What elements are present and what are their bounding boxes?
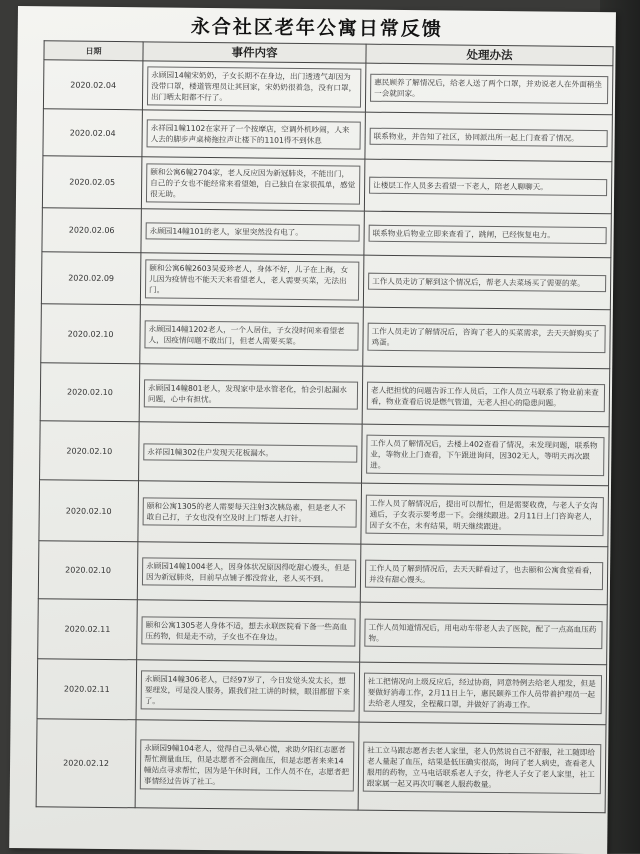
row-date: 2020.02.04 bbox=[43, 109, 142, 157]
row-action-text: 工作人员走访了解情况后，咨询了老人的买菜需求，去天天鲜购买了鸡蛋。 bbox=[367, 323, 605, 353]
row-event-cell bbox=[135, 720, 359, 810]
row-action-cell bbox=[365, 112, 612, 162]
row-action-cell bbox=[362, 424, 610, 486]
table-row bbox=[41, 304, 611, 369]
row-action-cell bbox=[363, 307, 611, 369]
row-event-text: 颐和公寓6幢2603吴爱珍老人，身体不好，儿子在上海，女儿因为疫情也不能天天来看望老人，老人需要买菜，无法出门。 bbox=[145, 259, 359, 300]
row-action-cell bbox=[360, 544, 608, 605]
row-date: 2020.02.05 bbox=[42, 156, 142, 209]
table-row bbox=[37, 659, 607, 725]
row-date: 2020.02.10 bbox=[40, 363, 140, 422]
row-action-cell bbox=[364, 211, 611, 258]
table-row bbox=[38, 541, 608, 605]
row-event-text: 永祥园1幢1102在家开了一个按摩店，空调外机吵闹，人来人去的脚步声桌椅拖拉声让楼下的1101得不到休息 bbox=[147, 119, 361, 149]
row-action-cell bbox=[365, 63, 612, 115]
row-event-cell bbox=[142, 110, 365, 159]
row-event-text: 永顾园14幢1202老人，一个人居住，子女没时间来看望老人，因疫情问题不敢出门，但老人需要买菜。 bbox=[144, 320, 358, 350]
table-row bbox=[38, 599, 608, 665]
row-date: 2020.02.12 bbox=[36, 719, 136, 808]
table-row bbox=[43, 60, 612, 115]
feedback-table bbox=[36, 40, 614, 813]
header-action: 处理办法 bbox=[366, 44, 613, 66]
row-event-text: 永顾园14幢宋奶奶，子女长期不在身边，出门透透气却因为没带口罩，楼道管理员让其回家，宋奶奶很着急，没有口罩，出门晒太阳都不行了。 bbox=[147, 66, 361, 107]
row-action-cell bbox=[358, 722, 606, 813]
row-event-cell bbox=[137, 600, 361, 662]
row-action-cell bbox=[360, 602, 608, 665]
table-row bbox=[40, 363, 610, 427]
row-event-cell bbox=[141, 209, 364, 255]
document-sheet bbox=[9, 6, 616, 854]
row-action-text: 工作人员了解情况后，提出可以帮忙，但是需要收费，与老人子女沟通后，子女表示要考虑一下。会继续跟进。2月11日上门咨询老人，因子女不在，未有结果，明天继续跟进。 bbox=[365, 494, 603, 535]
row-action-text: 让楼层工作人员多去看望一下老人，陪老人聊聊天。 bbox=[369, 177, 607, 196]
header-date: 日期 bbox=[44, 41, 143, 61]
table-row bbox=[43, 109, 612, 162]
row-action-text: 联系物业后物业立即来查看了，跳闸，已经恢复电力。 bbox=[369, 225, 607, 244]
table-row bbox=[42, 156, 612, 214]
row-action-text: 工作人员知道情况后，用电动车带老人去了医院，配了一点高血压药物。 bbox=[364, 618, 602, 648]
row-action-text: 社工把情况向上级反应后，经过协商，同意特例去给老人理发，但是要做好消毒工作，2月11日上午，惠民颐养工作人员带着护理员一起去给老人理发，全程戴口罩，并做好了消毒工作。 bbox=[364, 673, 602, 714]
row-event-text: 永顾园9幢104老人，觉得自己头晕心慌，求助夕阳红志愿者帮忙测量血压，但是志愿者不会测血压，但是志愿者来来14幢站点寻求帮忙，因为是午休时间，工作人员不在，志愿者把事情经过告诉了社工。 bbox=[140, 739, 355, 791]
table-row bbox=[41, 252, 611, 310]
row-action-text: 联系物业，并告知了社区，协同派出所一起上门查看了情况。 bbox=[370, 127, 608, 146]
row-event-text: 永祥园1幢302住户发现天花板漏水。 bbox=[143, 443, 357, 462]
row-date: 2020.02.11 bbox=[37, 659, 137, 720]
row-event-text: 永顾园14幢1004老人，因身体状况原因得吃甜心馒头，但是因为新冠肺炎，目前早点铺子都没营业，老人买不到。 bbox=[142, 557, 356, 587]
row-event-cell bbox=[139, 364, 363, 424]
row-action-cell bbox=[361, 483, 609, 547]
row-action-text: 社工立马跟志愿者去老人家里，老人仍然说自己不舒服，社工随即给老人量起了血压，结果是低压确实很高，询问了老人病史，查看老人服用的药物，立马电话联系老人子女，待老人子女了老人家里，社工跟家属一起又再次叮嘱老人服药数量。 bbox=[363, 741, 602, 793]
table-row bbox=[40, 421, 610, 486]
row-event-cell bbox=[136, 660, 360, 722]
row-date: 2020.02.10 bbox=[41, 304, 141, 364]
row-action-text: 惠民顾养了解情况后，给老人送了两个口罩，并劝说老人在外面稍坐一会就回家。 bbox=[370, 74, 608, 104]
row-action-cell bbox=[359, 662, 607, 725]
row-date: 2020.02.10 bbox=[38, 541, 138, 600]
row-action-text: 老人把担忧的问题告诉工作人员后，工作人员立马联系了物业前来查看，物业查看后说是燃气管道，无老人担心的隐患问题。 bbox=[367, 381, 605, 411]
row-date: 2020.02.10 bbox=[39, 480, 139, 542]
row-date: 2020.02.11 bbox=[38, 599, 138, 660]
row-date: 2020.02.09 bbox=[41, 252, 141, 305]
row-event-cell bbox=[141, 157, 365, 211]
row-action-text: 工作人员了解情况后，去楼上402查看了情况，未发现问题，联系物业，等物业上门查看，下午跟进询问，因302无人，等明天再次跟进。 bbox=[366, 434, 604, 475]
row-date: 2020.02.04 bbox=[43, 60, 143, 110]
row-event-cell bbox=[139, 422, 363, 483]
page-title: 永合社区老年公寓日常反馈 bbox=[190, 15, 443, 41]
table-row bbox=[39, 480, 609, 547]
row-event-text: 颐和公寓6幢2704家，老人反应因为新冠肺炎，不能出门，自己的子女也不能经常来看望她，自己独自在家很孤单，感觉很无助。 bbox=[146, 163, 360, 204]
row-event-cell bbox=[140, 305, 364, 366]
row-action-text: 工作人员走访了解到这个情况后，帮老人去菜场买了需要的菜。 bbox=[368, 273, 606, 292]
row-event-text: 永顾园14幢801老人，发现家中是水管老化，怕会引起漏水问题，心中有担忧。 bbox=[144, 379, 358, 409]
row-event-text: 永顾园14幢306老人，已经97岁了，今日发觉头发太长，想要理发，可是没人服务，跟我们社工讲的时候，眼泪都留下来了。 bbox=[141, 670, 355, 711]
header-event: 事件内容 bbox=[143, 42, 366, 63]
row-event-text: 永顾园14幢101的老人，家里突然没有电了。 bbox=[146, 222, 360, 241]
row-event-cell bbox=[140, 253, 364, 307]
table-row bbox=[36, 719, 606, 813]
row-action-text: 工作人员了解到情况后，去天天鲜看过了，也去颐和公寓食堂看看，并没有甜心馒头。 bbox=[365, 559, 603, 589]
row-event-cell bbox=[137, 542, 361, 602]
row-date: 2020.02.10 bbox=[40, 421, 140, 481]
row-action-cell bbox=[364, 159, 612, 214]
row-action-cell bbox=[362, 366, 610, 427]
row-event-text: 颐和公寓1305老人身体不适，想去永联医院看下备一些高血压药物，但是走不动，子女也不在身边。 bbox=[141, 616, 355, 646]
table-row bbox=[42, 208, 611, 258]
row-event-cell bbox=[142, 61, 366, 112]
row-event-cell bbox=[138, 481, 362, 544]
row-event-text: 颐和公寓1305的老人需要每天注射3次胰岛素，但是老人不敢自己打，子女也没有空及时上门帮老人打针。 bbox=[143, 497, 357, 527]
row-date: 2020.02.06 bbox=[42, 208, 141, 253]
row-action-cell bbox=[363, 255, 611, 310]
